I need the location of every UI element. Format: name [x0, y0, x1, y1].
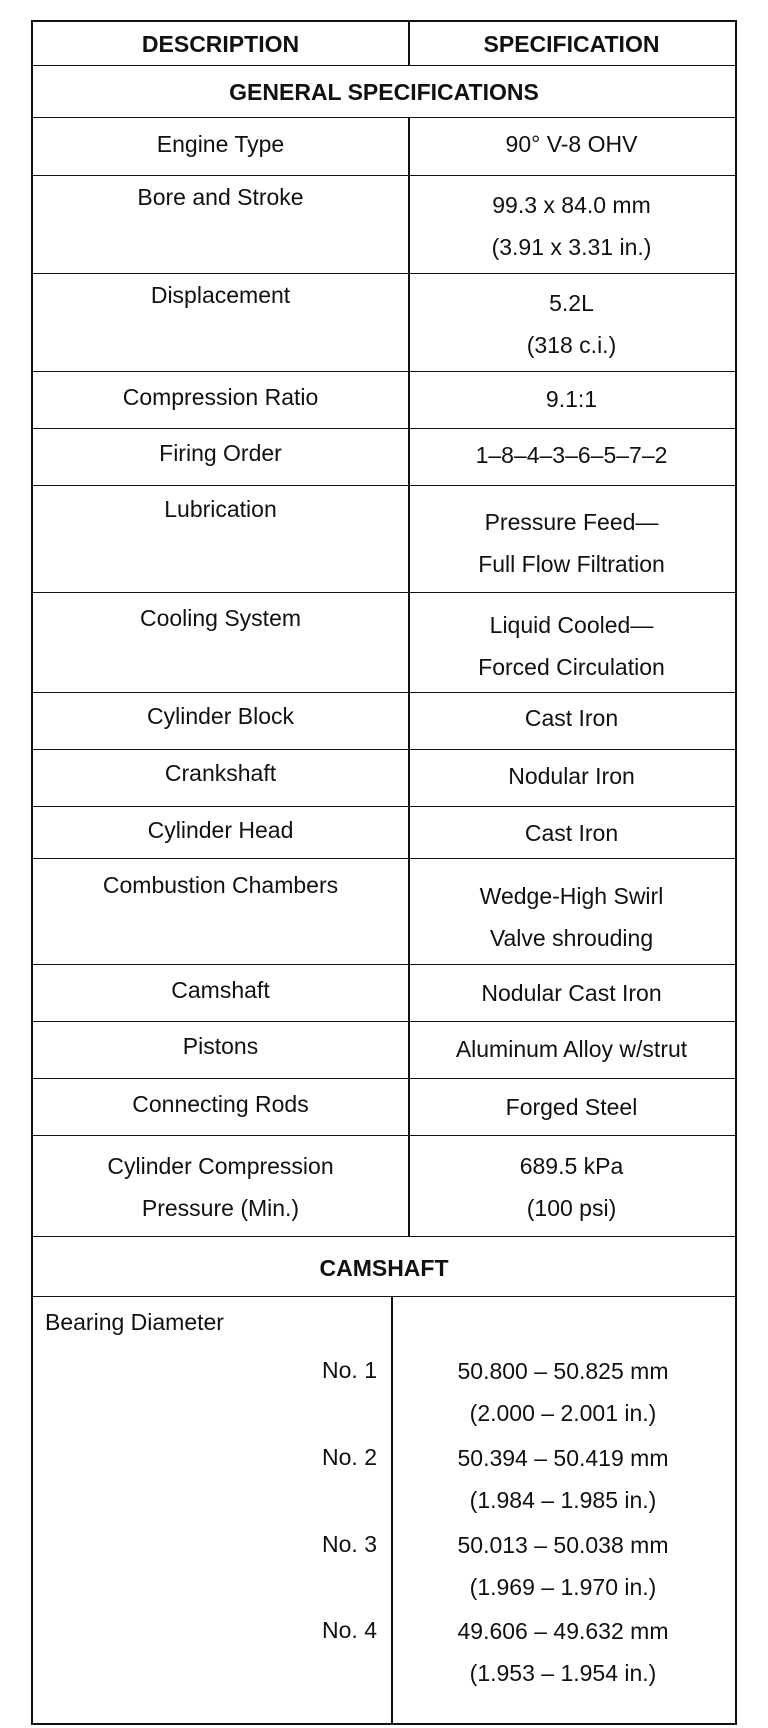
- row-spec: [408, 593, 735, 692]
- row-spec: [408, 1136, 735, 1236]
- bearing-4-mm: 49.606 – 49.632 mm: [457, 1618, 669, 1644]
- row-spec-line1: 99.3 x 84.0 mm: [492, 192, 651, 218]
- table-row: [33, 1136, 735, 1237]
- row-spec-line1: 689.5 kPa: [519, 1153, 624, 1179]
- table-row: [33, 176, 735, 274]
- table-row: [33, 274, 735, 372]
- bearing-number-column: [33, 1297, 391, 1723]
- row-description: Cylinder Block: [147, 703, 294, 729]
- table-row: [33, 429, 735, 486]
- row-spec-line2: (100 psi): [526, 1195, 617, 1221]
- bearing-no-4: No. 4: [322, 1617, 377, 1643]
- bearing-value-column: [391, 1297, 735, 1723]
- row-spec: Nodular Cast Iron: [481, 980, 662, 1006]
- row-description: Engine Type: [156, 131, 285, 157]
- bearing-1-mm: 50.800 – 50.825 mm: [457, 1358, 669, 1384]
- table-row: [33, 807, 735, 859]
- section-title-camshaft: CAMSHAFT: [33, 1237, 735, 1297]
- column-header-description: DESCRIPTION: [141, 30, 300, 57]
- row-description-line2: Pressure (Min.): [141, 1195, 300, 1221]
- row-description: Connecting Rods: [132, 1091, 309, 1117]
- section-title-general: GENERAL SPECIFICATIONS: [33, 66, 735, 118]
- bearing-no-2: No. 2: [322, 1444, 377, 1470]
- row-description: Cooling System: [139, 605, 302, 631]
- row-description: Compression Ratio: [122, 384, 319, 410]
- table-row: [33, 1079, 735, 1136]
- row-description: Combustion Chambers: [102, 872, 339, 898]
- row-spec: [408, 859, 735, 964]
- row-description: [33, 1136, 408, 1236]
- row-description: Lubrication: [164, 496, 277, 522]
- table-row: [33, 593, 735, 693]
- row-description: Camshaft: [171, 977, 270, 1003]
- row-spec: [408, 274, 735, 371]
- row-spec: Nodular Iron: [508, 763, 635, 789]
- bearing-2-in: (1.984 – 1.985 in.): [469, 1487, 657, 1513]
- bearing-3-in: (1.969 – 1.970 in.): [469, 1574, 657, 1600]
- table-row: [33, 859, 735, 965]
- row-spec: Aluminum Alloy w/strut: [455, 1036, 688, 1062]
- column-header-specification: SPECIFICATION: [483, 30, 660, 57]
- bearing-no-1: No. 1: [322, 1357, 377, 1383]
- bearing-4-in: (1.953 – 1.954 in.): [469, 1660, 657, 1686]
- row-description: Pistons: [182, 1033, 259, 1059]
- bearing-2-mm: 50.394 – 50.419 mm: [457, 1445, 669, 1471]
- table-header-row: [33, 22, 735, 66]
- row-spec: [408, 486, 735, 592]
- row-spec-line2: Forced Circulation: [478, 653, 665, 680]
- row-spec-line2: Full Flow Filtration: [478, 551, 665, 577]
- row-spec-line1: Pressure Feed—: [484, 509, 659, 535]
- table-row: [33, 1022, 735, 1079]
- row-spec-line1: Liquid Cooled—: [489, 611, 654, 638]
- row-description: Displacement: [150, 282, 291, 308]
- table-row: [33, 693, 735, 750]
- row-spec: [408, 176, 735, 273]
- row-spec-line2: (318 c.i.): [526, 332, 617, 358]
- row-spec: 1–8–4–3–6–5–7–2: [475, 442, 668, 468]
- bearing-no-3: No. 3: [322, 1531, 377, 1557]
- row-spec: Cast Iron: [524, 820, 619, 846]
- table-row: [33, 750, 735, 807]
- camshaft-bearing-block: [33, 1297, 735, 1723]
- table-row: [33, 486, 735, 593]
- row-description: Bore and Stroke: [137, 184, 304, 210]
- row-spec-line1: Wedge-High Swirl: [479, 882, 664, 909]
- row-spec: 9.1:1: [545, 386, 598, 412]
- row-spec-line2: (3.91 x 3.31 in.): [491, 234, 652, 260]
- bearing-1-in: (2.000 – 2.001 in.): [469, 1400, 657, 1426]
- row-description: Firing Order: [159, 440, 282, 466]
- table-row: [33, 118, 735, 176]
- row-spec-line1: 5.2L: [549, 290, 594, 316]
- row-description: Cylinder Head: [147, 817, 294, 843]
- row-spec: 90° V-8 OHV: [505, 131, 638, 157]
- table-row: [33, 965, 735, 1022]
- table-row: [33, 372, 735, 429]
- row-spec-line2: Valve shrouding: [489, 924, 654, 951]
- bearing-diameter-label: Bearing Diameter: [45, 1309, 224, 1335]
- row-spec: Cast Iron: [524, 705, 619, 731]
- row-spec: Forged Steel: [505, 1094, 638, 1120]
- row-description: Crankshaft: [164, 760, 277, 786]
- row-description-line1: Cylinder Compression: [107, 1153, 334, 1179]
- specification-table: [31, 20, 737, 1725]
- bearing-3-mm: 50.013 – 50.038 mm: [457, 1532, 669, 1558]
